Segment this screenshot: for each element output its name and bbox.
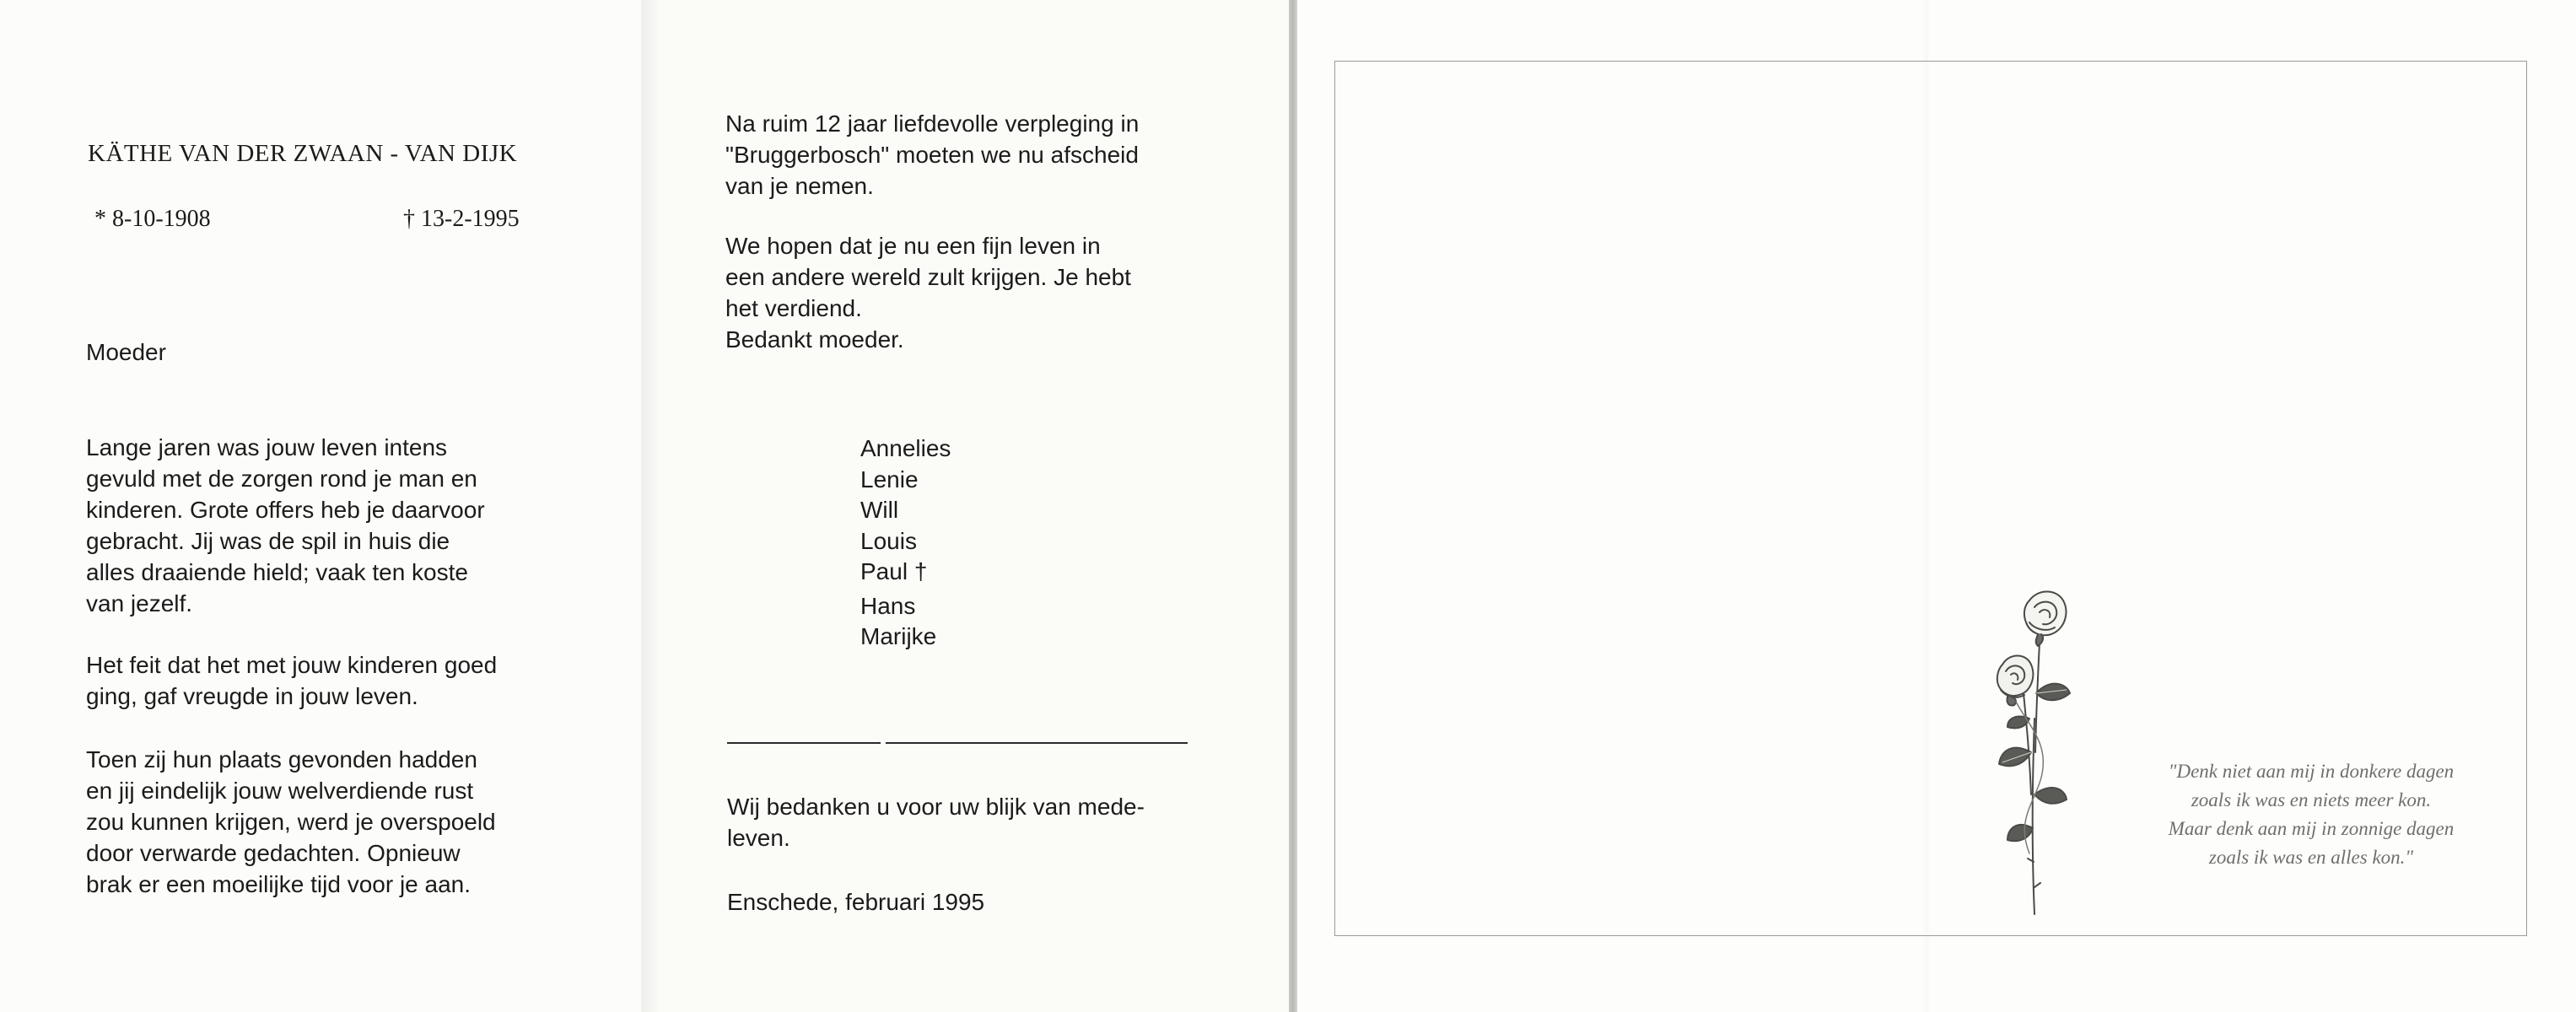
rose-illustration <box>1982 584 2100 921</box>
salutation: Moeder <box>86 339 166 365</box>
sheet-gutter <box>1289 0 1297 1012</box>
thanks-paragraph <box>727 791 1199 853</box>
separator-line <box>727 742 1188 744</box>
child-name: Louis <box>860 527 917 554</box>
separator-gap <box>881 740 886 746</box>
paragraph-line: "Bruggerbosch" moeten we nu afscheid <box>725 142 1139 168</box>
paragraph-line: alles draaiende hield; vaak ten koste <box>86 559 468 585</box>
child-name: Annelies <box>860 435 951 461</box>
paragraph-line: Toen zij hun plaats gevonden hadden <box>86 746 477 772</box>
child-name: Hans <box>860 592 916 619</box>
child-name: Marijke <box>860 623 937 649</box>
poem-line: "Denk niet aan mij in donkere dagen <box>2168 761 2455 782</box>
paragraph-line: door verwarde gedachten. Opnieuw <box>86 840 461 866</box>
paragraph-line: Het feit dat het met jouw kinderen goed <box>86 652 498 678</box>
children-names-list <box>860 433 951 653</box>
paragraph-line: ging, gaf vreugde in jouw leven. <box>86 683 418 709</box>
deceased-name: KÄTHE VAN DER ZWAAN - VAN DIJK <box>88 140 518 167</box>
paragraph-line: leven. <box>727 825 790 851</box>
child-name: Will <box>860 497 899 523</box>
paragraph-line: Lange jaren was jouw leven intens <box>86 434 448 460</box>
paragraph-line: gebracht. Jij was de spil in huis die <box>86 528 450 554</box>
place-and-date: Enschede, februari 1995 <box>727 889 985 915</box>
paragraph-line: en jij eindelijk jouw welverdiende rust <box>86 778 474 804</box>
paragraph-line: kinderen. Grote offers heb je daarvoor <box>86 497 485 523</box>
poem-line: Maar denk aan mij in zonnige dagen <box>2168 818 2455 839</box>
paragraph-line: van jezelf. <box>86 590 193 616</box>
paragraph-3 <box>86 744 592 900</box>
paragraph-line: het verdiend. <box>725 295 862 321</box>
paragraph-line: zou kunnen krijgen, werd je overspoeld <box>86 809 496 835</box>
hope-paragraph <box>725 230 1231 355</box>
paragraph-2 <box>86 649 592 712</box>
child-name: Lenie <box>860 466 919 493</box>
memorial-poem <box>2109 757 2514 872</box>
left-page <box>0 0 641 1012</box>
paragraph-1 <box>86 432 592 619</box>
death-date: † 13-2-1995 <box>403 206 520 232</box>
paragraph-line: Bedankt moeder. <box>725 326 904 353</box>
paragraph-line: van je nemen. <box>725 173 874 199</box>
paragraph-line: een andere wereld zult krijgen. Je hebt <box>725 264 1131 290</box>
poem-line: zoals ik was en alles kon." <box>2208 847 2414 868</box>
paragraph-line: gevuld met de zorgen rond je man en <box>86 466 477 492</box>
paragraph-line: Wij bedanken u voor uw blijk van mede- <box>727 794 1145 820</box>
birth-date: * 8-10-1908 <box>94 206 211 232</box>
child-name: Paul † <box>860 558 928 584</box>
paragraph-line: brak er een moeilijke tijd voor je aan. <box>86 871 472 897</box>
paragraph-line: Na ruim 12 jaar liefdevolle verpleging in <box>725 110 1140 137</box>
farewell-paragraph <box>725 108 1231 202</box>
poem-line: zoals ik was en niets meer kon. <box>2191 789 2432 810</box>
page-fold-shadow <box>641 0 661 1012</box>
paragraph-line: We hopen dat je nu een fijn leven in <box>725 233 1101 259</box>
